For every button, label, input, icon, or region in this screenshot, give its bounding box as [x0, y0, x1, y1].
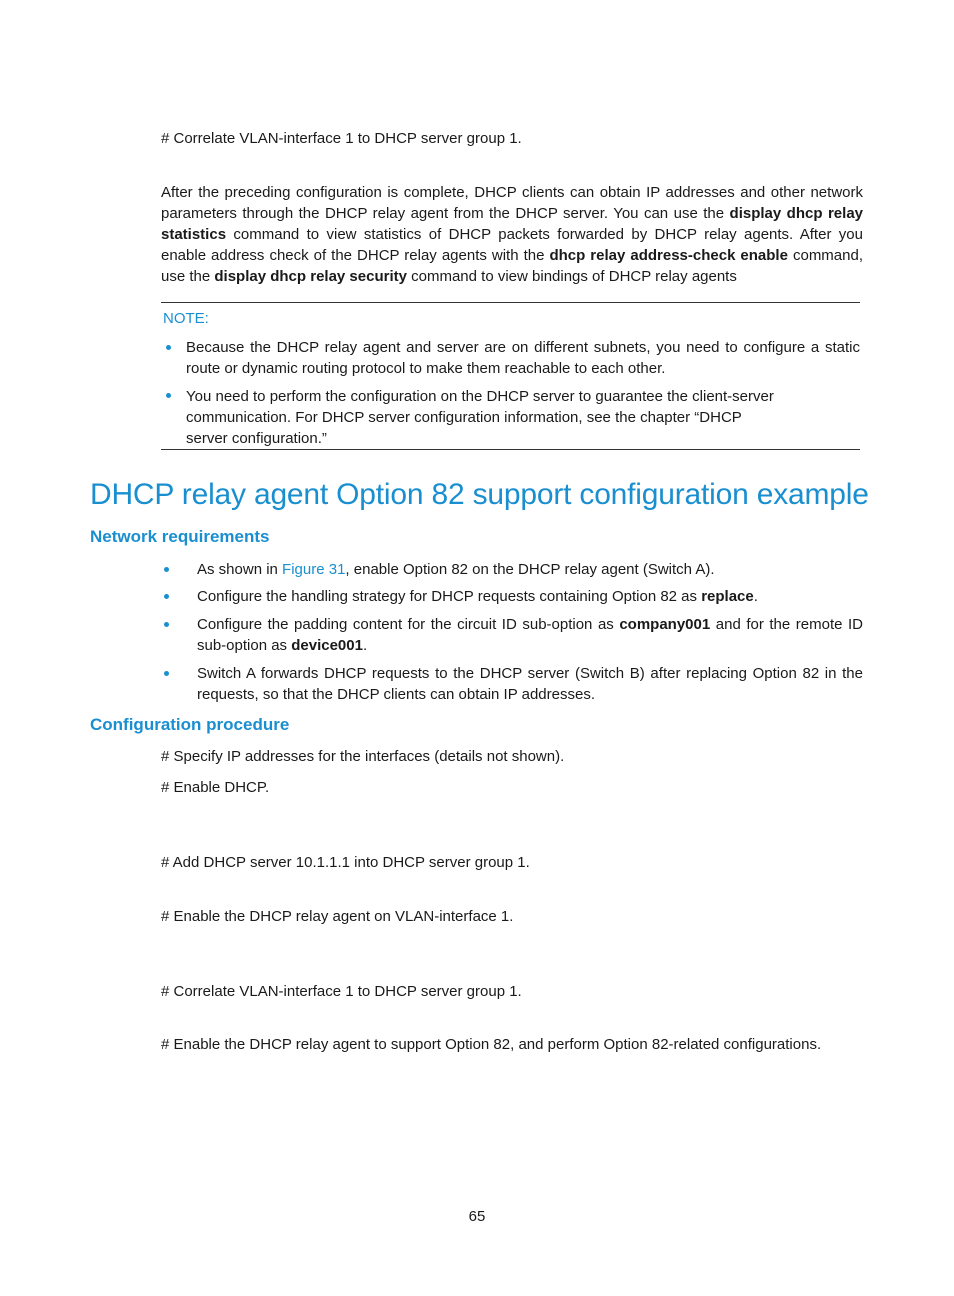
procedure-step: # Correlate VLAN-interface 1 to DHCP server group 1. [161, 983, 522, 1000]
configuration-procedure-heading: Configuration procedure [90, 715, 290, 734]
summary-paragraph [161, 182, 863, 287]
bullet-icon [166, 393, 171, 398]
requirement-text: As shown in [197, 561, 283, 578]
keyword-device001: device001 [291, 637, 363, 654]
requirement-text: Configure the padding content for the circuit ID sub-option as [197, 616, 620, 633]
requirement-item [197, 559, 863, 580]
requirement-text: . [362, 637, 368, 654]
summary-text: After the preceding configuration is complete, DHCP clients can obtain IP addresses and other network parameters through the DHCP relay agent from the DHCP server. You can use the [161, 184, 863, 222]
page-number: 65 [468, 1208, 486, 1225]
bullet-icon [164, 622, 169, 627]
note-item: Because the DHCP relay agent and server are on different subnets, you need to configure a static route or dynamic routing protocol to make them reachable to each other. [186, 339, 860, 377]
intro-step: # Correlate VLAN-interface 1 to DHCP server group 1. [161, 130, 522, 147]
requirement-text: Configure the handling strategy for DHCP requests containing Option 82 as [197, 588, 702, 605]
command-display-security: display dhcp relay security [214, 268, 407, 285]
procedure-step: # Enable the DHCP relay agent on VLAN-interface 1. [161, 908, 514, 925]
procedure-step: # Add DHCP server 10.1.1.1 into DHCP server group 1. [161, 854, 530, 871]
figure-link[interactable]: Figure 31 [282, 561, 346, 578]
command-address-check: dhcp relay address-check enable [549, 247, 788, 264]
note-item: You need to perform the configuration on the DHCP server to guarantee the client-server communication. For DHCP server configuration information, see the chapter “DHCP server configuration.” [186, 388, 774, 447]
requirement-item [197, 586, 863, 607]
procedure-step: # Specify IP addresses for the interfaces (details not shown). [161, 748, 565, 765]
summary-text: command to view bindings of DHCP relay agents [406, 268, 737, 285]
command-display-statistics: display dhcp relay statistics [161, 205, 863, 243]
bullet-icon [166, 345, 171, 350]
section-heading: DHCP relay agent Option 82 support configuration example [90, 478, 869, 511]
bullet-icon [164, 567, 169, 572]
note-label: NOTE: [163, 310, 209, 327]
note-bottom-rule [161, 449, 860, 450]
summary-text: command, use the [161, 247, 863, 285]
requirement-item [197, 614, 863, 656]
summary-text: command to view statistics of DHCP packets forwarded by DHCP relay agents. After you enable address check of the DHCP relay agents with the [161, 226, 863, 264]
procedure-step: # Enable the DHCP relay agent to support Option 82, and perform Option 82-related configurations. [161, 1036, 822, 1053]
requirement-text: . [753, 588, 758, 605]
bullet-icon [164, 594, 169, 599]
note-top-rule [161, 302, 860, 303]
network-requirements-heading: Network requirements [90, 527, 270, 546]
keyword-replace: replace [701, 588, 754, 605]
requirement-text: , enable Option 82 on the DHCP relay agent (Switch A). [345, 561, 715, 578]
procedure-step: # Enable DHCP. [161, 779, 270, 796]
bullet-icon [164, 671, 169, 676]
requirement-item: Switch A forwards DHCP requests to the DHCP server (Switch B) after replacing Option 82 in the requests, so that the DHCP clients can obtain IP addresses. [197, 665, 863, 703]
keyword-company001: company001 [619, 616, 711, 633]
requirement-text: and for the remote ID sub-option as [197, 616, 863, 654]
